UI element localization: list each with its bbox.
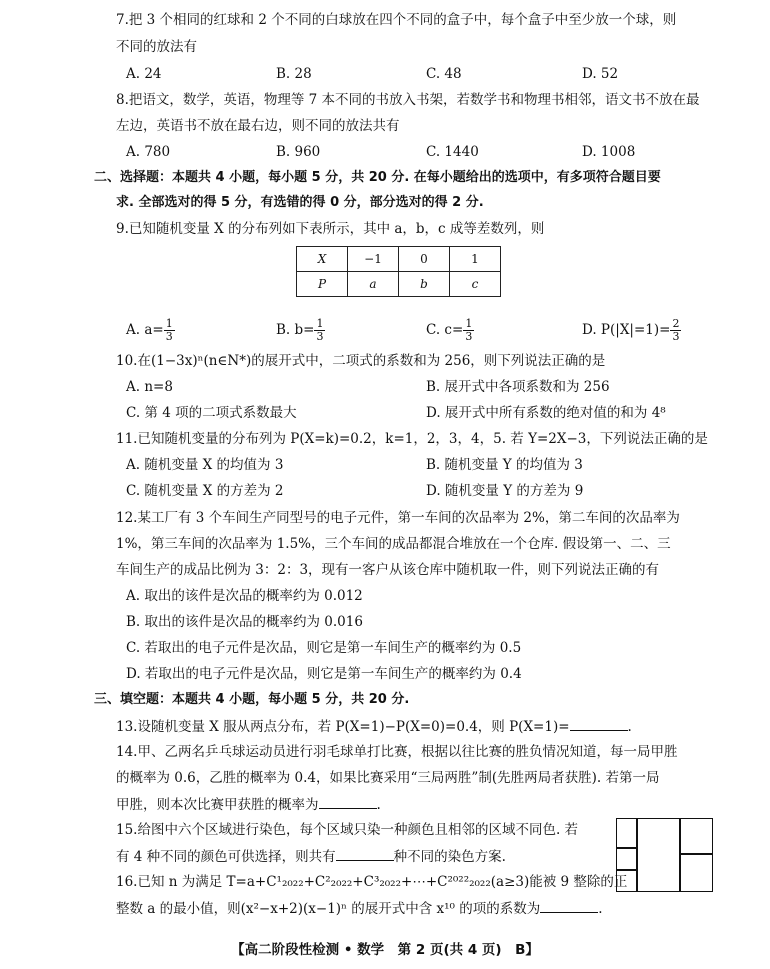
denominator: 3: [316, 330, 324, 343]
q13-stem: 13.设随机变量 X 服从两点分布，若 P(X=1)−P(X=0)=0.4，则 P(X=1)= .: [116, 716, 632, 737]
q9-option-d-label: D. P(|X|=1)=: [582, 322, 671, 338]
fraction: [164, 318, 175, 343]
section2-heading-line2: 求. 全部选对的得 5 分，有选错的得 0 分，部分选对的得 2 分.: [116, 195, 484, 210]
q12-option-a: A. 取出的该件是次品的概率约为 0.012: [126, 588, 363, 604]
q15-text-a: 有 4 种不同的颜色可供选择，则共有: [116, 849, 336, 865]
q7-stem-line2: 不同的放法有: [116, 39, 197, 55]
q16-text: 整数 a 的最小值，则(x²−x+2)(x−1)ⁿ 的展开式中含 x¹⁰ 的项的系数为: [116, 901, 541, 917]
q10-stem: 10.在(1−3x)ⁿ(n∈N*)的展开式中，二项式的系数和为 256，则下列说法正确的是: [116, 353, 606, 369]
table-cell: 0: [399, 247, 450, 272]
q9-option-b-label: B. b=: [276, 322, 315, 338]
table-row: [297, 247, 501, 272]
q9-option-a-label: A. a=: [126, 322, 164, 338]
q14-stem-line1: 14.甲、乙两名乒乓球运动员进行羽毛球单打比赛，根据以往比赛的胜负情况知道，每一局甲胜: [116, 744, 678, 760]
q12-option-c: C. 若取出的电子元件是次品，则它是第一车间生产的概率约为 0.5: [126, 640, 522, 656]
section2-heading-line1: 二、选择题：本题共 4 小题，每小题 5 分，共 20 分. 在每小题给出的选项中，有多项符合题目要: [94, 170, 661, 185]
divider: [680, 853, 712, 855]
q10-option-a: A. n=8: [126, 379, 173, 395]
q14-stem-line3: 甲胜，则本次比赛甲获胜的概率为 .: [116, 794, 381, 815]
page-footer: 【高二阶段性检测 • 数学 第 2 页(共 4 页) B】: [231, 942, 539, 958]
q11-option-b: B. 随机变量 Y 的均值为 3: [426, 457, 583, 473]
q16-stem-line2: 整数 a 的最小值，则(x²−x+2)(x−1)ⁿ 的展开式中含 x¹⁰ 的项的系数为 .: [116, 898, 603, 919]
q10-option-c: C. 第 4 项的二项式系数最大: [126, 405, 297, 421]
q15-stem-line2: [116, 846, 506, 867]
numerator: 2: [672, 317, 680, 330]
table-row: [297, 272, 501, 297]
q8-stem-line1: 8.把语文，数学，英语，物理等 7 本不同的书放入书架，若数学书和物理书相邻，语文书不放在最: [116, 92, 700, 108]
table-cell: b: [399, 272, 450, 297]
q7-option-a: A. 24: [126, 66, 162, 82]
fraction: [670, 318, 681, 343]
q15-text-b: 种不同的染色方案.: [393, 849, 506, 865]
q14-text: 甲胜，则本次比赛甲获胜的概率为: [116, 797, 319, 813]
table-cell: c: [450, 272, 501, 297]
answer-blank: [570, 716, 628, 731]
q8-option-b: B. 960: [276, 144, 321, 160]
q15-stem-line1: 15.给图中六个区域进行染色，每个区域只染一种颜色且相邻的区域不同色. 若: [116, 822, 579, 838]
q9-option-d: [582, 318, 681, 343]
q9-option-b: [276, 318, 325, 343]
divider: [617, 869, 637, 871]
q16-stem-line1: 16.已知 n 为满足 T=a+C¹₂₀₂₂+C²₂₀₂₂+C³₂₀₂₂+⋯+C²⁰²²₂₀₂₂(a≥3)能被 9 整除的正: [116, 874, 628, 890]
q7-option-c: C. 48: [426, 66, 462, 82]
q12-stem-line2: 1%，第三车间的次品率为 1.5%，三个车间的成品都混合堆放在一个仓库. 假设第一、二、三: [116, 536, 671, 552]
q11-option-d: D. 随机变量 Y 的方差为 9: [426, 483, 584, 499]
q12-stem-line1: 12.某工厂有 3 个车间生产同型号的电子元件，第一车间的次品率为 2%，第二车间的次品率为: [116, 510, 680, 526]
denominator: 3: [165, 330, 173, 343]
numerator: 1: [316, 317, 324, 330]
q7-stem-line1: 7.把 3 个相同的红球和 2 个不同的白球放在四个不同的盒子中，每个盒子中至少放一个球，则: [116, 12, 677, 28]
q12-option-b: B. 取出的该件是次品的概率约为 0.016: [126, 614, 363, 630]
q15-region-diagram: [616, 818, 713, 892]
fraction: [314, 318, 325, 343]
q8-option-a: A. 780: [126, 144, 171, 160]
table-cell: 1: [450, 247, 501, 272]
divider: [636, 819, 638, 891]
fraction: [463, 318, 474, 343]
q11-option-a: A. 随机变量 X 的均值为 3: [126, 457, 284, 473]
q9-option-c: [426, 318, 474, 343]
numerator: 1: [165, 317, 173, 330]
table-cell: P: [297, 272, 348, 297]
q8-option-c: C. 1440: [426, 144, 479, 160]
denominator: 3: [672, 330, 680, 343]
answer-blank: [336, 846, 394, 861]
q9-distribution-table: [296, 246, 501, 297]
numerator: 1: [465, 317, 473, 330]
divider: [679, 819, 681, 891]
q12-option-d: D. 若取出的电子元件是次品，则它是第一车间生产的概率约为 0.4: [126, 666, 522, 682]
q13-text: 13.设随机变量 X 服从两点分布，若 P(X=1)−P(X=0)=0.4，则 P(X=1)=: [116, 719, 570, 735]
q14-stem-line2: 的概率为 0.6，乙胜的概率为 0.4，如果比赛采用“三局两胜”制(先胜两局者获胜). 若第一局: [116, 770, 660, 786]
q7-option-d: D. 52: [582, 66, 619, 82]
table-cell: a: [348, 272, 399, 297]
table-cell: X: [297, 247, 348, 272]
table-cell: −1: [348, 247, 399, 272]
q7-option-b: B. 28: [276, 66, 312, 82]
q8-stem-line2: 左边，英语书不放在最右边，则不同的放法共有: [116, 118, 400, 134]
q12-stem-line3: 车间生产的成品比例为 3：2：3，现有一客户从该仓库中随机取一件，则下列说法正确的有: [116, 562, 660, 578]
q10-option-d: D. 展开式中所有系数的绝对值的和为 4⁸: [426, 405, 666, 421]
section3-heading: 三、填空题：本题共 4 小题，每小题 5 分，共 20 分.: [94, 692, 410, 707]
q10-option-b: B. 展开式中各项系数和为 256: [426, 379, 610, 395]
q9-option-a: [126, 318, 175, 343]
q11-stem: 11.已知随机变量的分布列为 P(X=k)=0.2，k=1，2，3，4，5. 若 Y=2X−3，下列说法正确的是: [116, 431, 708, 447]
q9-option-c-label: C. c=: [426, 322, 464, 338]
answer-blank: [540, 898, 598, 913]
q11-option-c: C. 随机变量 X 的方差为 2: [126, 483, 284, 499]
q9-stem: 9.已知随机变量 X 的分布列如下表所示，其中 a，b，c 成等差数列，则: [116, 221, 545, 237]
denominator: 3: [465, 330, 473, 343]
answer-blank: [319, 794, 377, 809]
q8-option-d: D. 1008: [582, 144, 636, 160]
divider: [617, 847, 637, 849]
